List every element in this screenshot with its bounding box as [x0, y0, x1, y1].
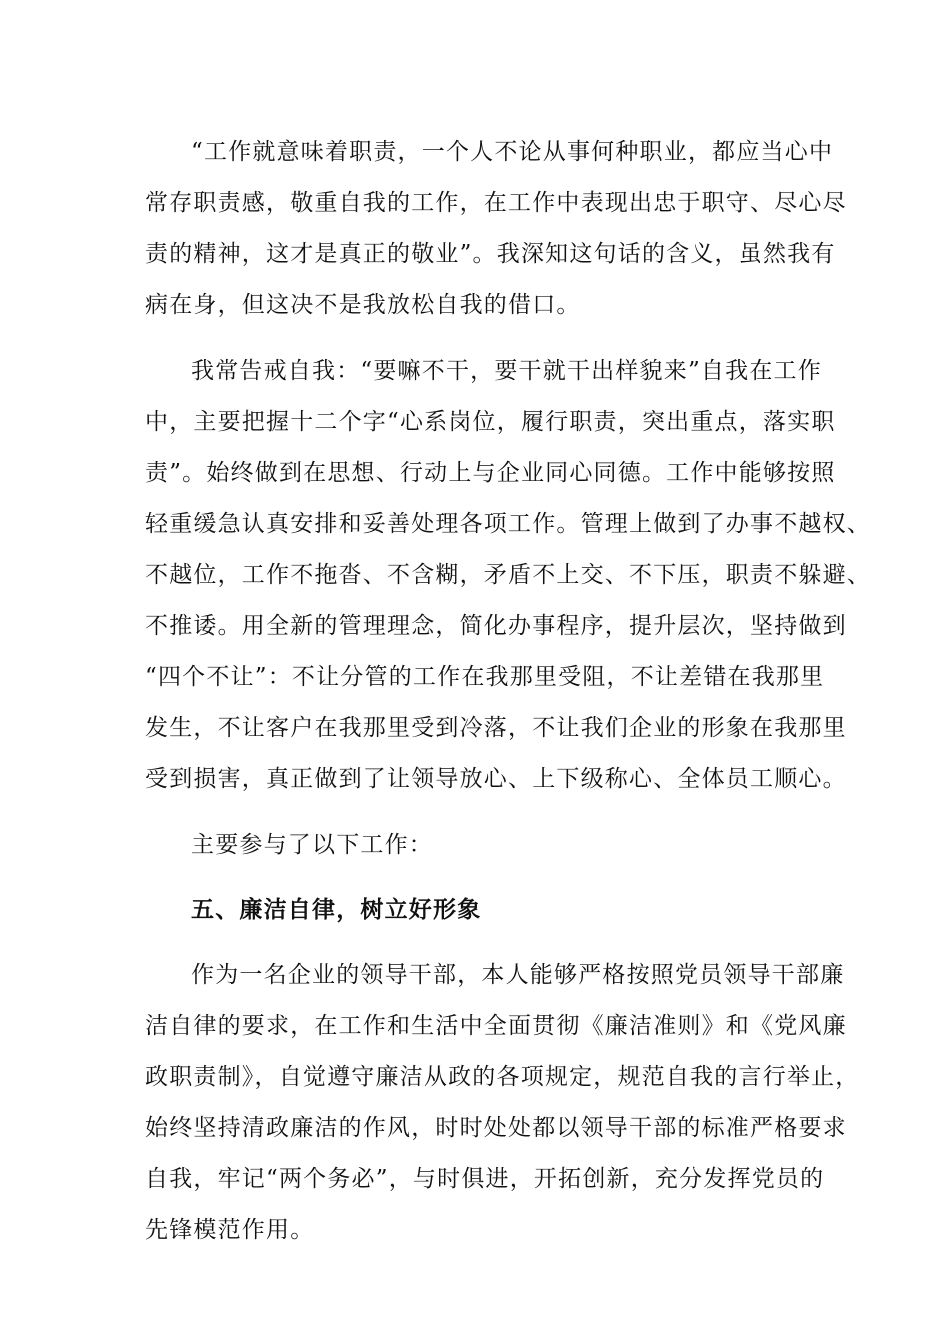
paragraph-line: 先锋模范作用。	[145, 1217, 315, 1243]
paragraph-line: 始终坚持清政廉洁的作风，时时处处都以领导干部的标准严格要求	[145, 1115, 847, 1141]
paragraph-line: 常存职责感，敬重自我的工作，在工作中表现出忠于职守、尽心尽	[145, 190, 847, 216]
paragraph-integrity	[145, 950, 860, 1256]
paragraph-line: 我常告戒自我：“要嘛不干，要干就干出样貌来”自我在工作	[191, 358, 822, 384]
paragraph-line: 责”。始终做到在思想、行动上与企业同心同德。工作中能够按照	[145, 460, 836, 486]
paragraph-line: 中，主要把握十二个字“心系岗位，履行职责，突出重点，落实职	[145, 409, 836, 435]
paragraph-line: 作为一名企业的领导干部，本人能够严格按照党员领导干部廉	[191, 962, 845, 988]
paragraph-line: “工作就意味着职责，一个人不论从事何种职业，都应当心中	[191, 139, 834, 165]
paragraph-line: 发生，不让客户在我那里受到冷落，不让我们企业的形象在我那里	[145, 715, 847, 741]
paragraph-line: 轻重缓急认真安排和妥善处理各项工作。管理上做到了办事不越权、	[145, 511, 871, 537]
paragraph-line: 政职责制》，自觉遵守廉洁从政的各项规定，规范自我的言行举止，	[145, 1064, 860, 1090]
section-heading-text: 五、廉洁自律，树立好形象	[191, 897, 482, 923]
paragraph-line: 自我，牢记“两个务必”，与时俱进，开拓创新，充分发挥党员的	[145, 1166, 825, 1192]
paragraph-line: 受到损害，真正做到了让领导放心、上下级称心、全体员工顺心。	[145, 766, 847, 792]
paragraph-line: 洁自律的要求，在工作和生活中全面贯彻《廉洁准则》和《党风廉	[145, 1013, 847, 1039]
paragraph-work-intro	[145, 820, 825, 871]
paragraph-line: “四个不让”：不让分管的工作在我那里受阻，不让差错在我那里	[145, 664, 825, 690]
document-body	[145, 127, 871, 1271]
paragraph-dedication	[145, 127, 847, 331]
paragraph-self-discipline	[145, 346, 871, 805]
paragraph-line: 病在身，但这决不是我放松自我的借口。	[145, 292, 581, 318]
paragraph-line: 不越位，工作不拖沓、不含糊，矛盾不上交、不下压，职责不躲避、	[145, 562, 871, 588]
paragraph-line: 主要参与了以下工作：	[191, 832, 433, 858]
section-heading	[145, 885, 825, 936]
paragraph-line: 责的精神，这才是真正的敬业”。我深知这句话的含义，虽然我有	[145, 241, 836, 267]
paragraph-line: 不推诿。用全新的管理理念，简化办事程序，提升层次，坚持做到	[145, 613, 847, 639]
